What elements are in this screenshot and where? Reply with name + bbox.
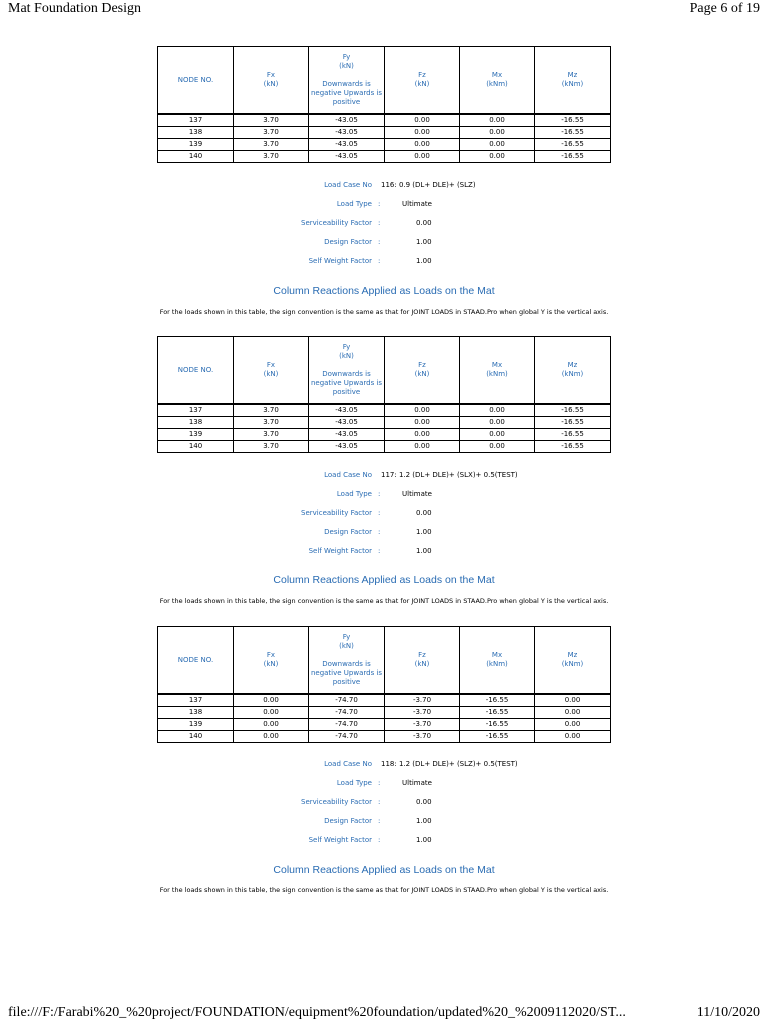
separator-colon: : [378,779,381,787]
load-case-no-label: Load Case No [324,181,372,189]
table-cell: 0.00 [385,151,460,163]
table-cell: 0.00 [234,731,309,743]
section-title: Column Reactions Applied as Loads on the Mat [273,864,495,876]
table-row [158,694,611,707]
load-type-label: Load Type [336,779,372,787]
table-cell: 3.70 [234,441,309,453]
section-note: For the loads shown in this table, the sign convention is the same as that for JOINT LOADS in STAAD.Pro when global Y is the vertical axis. [159,308,609,316]
table-row [158,127,611,139]
table-cell: -74.70 [309,719,385,731]
table-cell: 3.70 [234,429,309,441]
self-weight-factor-label: Self Weight Factor [308,836,372,844]
table-row [158,429,611,441]
table-cell: 0.00 [460,114,535,127]
table-cell: 139 [158,719,234,731]
table-cell: 0.00 [535,719,611,731]
load-type-value: Ultimate [402,200,432,208]
table-cell: 3.70 [234,417,309,429]
separator-colon: : [378,509,381,517]
table-cell: 0.00 [460,429,535,441]
col-mz: Mz (kNm) [535,337,611,405]
table-row [158,719,611,731]
table-cell: -43.05 [309,139,385,151]
separator-colon: : [378,219,381,227]
load-type-value: Ultimate [402,779,432,787]
table-cell: 0.00 [234,719,309,731]
table-cell: 140 [158,441,234,453]
self-weight-factor-value: 1.00 [416,257,432,265]
reactions-table-3 [157,626,611,743]
table-row [158,139,611,151]
document-title: Mat Foundation Design [8,1,141,16]
load-case-no-label: Load Case No [324,760,372,768]
table-header-row [158,627,611,695]
table-cell: -43.05 [309,441,385,453]
table-cell: 0.00 [385,417,460,429]
table-cell: -43.05 [309,429,385,441]
table-cell: -43.05 [309,404,385,417]
table-cell: -16.55 [460,707,535,719]
design-factor-label: Design Factor [324,238,372,246]
table-row [158,404,611,417]
col-fz: Fz (kN) [385,47,460,115]
table-cell: 138 [158,127,234,139]
table-cell: -16.55 [535,441,611,453]
self-weight-factor-label: Self Weight Factor [308,257,372,265]
table-cell: -74.70 [309,731,385,743]
table-cell: 3.70 [234,127,309,139]
design-factor-value: 1.00 [416,238,432,246]
table-cell: -16.55 [535,417,611,429]
serviceability-factor-label: Serviceability Factor [301,219,372,227]
table-row [158,707,611,719]
table-header-row [158,47,611,115]
separator-colon: : [378,200,381,208]
table-cell: 138 [158,707,234,719]
table-cell: -3.70 [385,719,460,731]
table-cell: 0.00 [460,441,535,453]
table-cell: 0.00 [234,707,309,719]
table-cell: 0.00 [234,694,309,707]
separator-colon: : [378,490,381,498]
reactions-table-1 [157,46,611,163]
table-cell: -43.05 [309,127,385,139]
table-cell: -16.55 [460,731,535,743]
table-cell: 0.00 [385,429,460,441]
table-cell: -43.05 [309,151,385,163]
separator-colon: : [378,257,381,265]
col-node: NODE NO. [158,627,234,695]
load-type-value: Ultimate [402,490,432,498]
col-mz: Mz (kNm) [535,627,611,695]
table-cell: 138 [158,417,234,429]
serviceability-factor-label: Serviceability Factor [301,798,372,806]
separator-colon: : [378,817,381,825]
load-case-no-label: Load Case No [324,471,372,479]
load-case-no-value: 116: 0.9 (DL+ DLE)+ (SLZ) [381,181,476,189]
col-fx: Fx (kN) [234,47,309,115]
section-note: For the loads shown in this table, the sign convention is the same as that for JOINT LOADS in STAAD.Pro when global Y is the vertical axis. [159,886,609,894]
separator-colon: : [378,836,381,844]
separator-colon: : [378,547,381,555]
design-factor-value: 1.00 [416,817,432,825]
reactions-table-2 [157,336,611,453]
table-cell: 3.70 [234,404,309,417]
page-header [0,0,768,20]
table-cell: 139 [158,139,234,151]
table-cell: 0.00 [385,441,460,453]
section-note: For the loads shown in this table, the sign convention is the same as that for JOINT LOADS in STAAD.Pro when global Y is the vertical axis. [159,597,609,605]
col-mx: Mx (kNm) [460,47,535,115]
table-cell: 0.00 [385,127,460,139]
table-cell: 0.00 [460,139,535,151]
table-cell: 0.00 [535,694,611,707]
table-row [158,731,611,743]
section-title: Column Reactions Applied as Loads on the Mat [273,574,495,586]
table-cell: 3.70 [234,139,309,151]
table-row [158,417,611,429]
page-number: Page 6 of 19 [689,1,760,16]
file-path: file:///F:/Farabi%20_%20project/FOUNDATION/equipment%20foundation/updated%20_%2009112020/ST... [8,1005,626,1020]
table-cell: -16.55 [535,429,611,441]
print-date: 11/10/2020 [696,1005,760,1020]
table-row [158,441,611,453]
table-cell: 0.00 [385,139,460,151]
design-factor-label: Design Factor [324,817,372,825]
table-cell: 0.00 [385,404,460,417]
table-cell: -74.70 [309,707,385,719]
col-fy: Fy (kN) Downwards is negative Upwards is positive [309,627,385,695]
serviceability-factor-value: 0.00 [416,509,432,517]
table-row [158,114,611,127]
serviceability-factor-value: 0.00 [416,219,432,227]
col-fx: Fx (kN) [234,627,309,695]
load-type-label: Load Type [336,200,372,208]
col-node: NODE NO. [158,47,234,115]
col-fz: Fz (kN) [385,337,460,405]
table-cell: 0.00 [460,417,535,429]
table-cell: 137 [158,404,234,417]
serviceability-factor-label: Serviceability Factor [301,509,372,517]
page-footer [0,1004,768,1024]
table-cell: 0.00 [385,114,460,127]
table-cell: -74.70 [309,694,385,707]
col-node: NODE NO. [158,337,234,405]
self-weight-factor-label: Self Weight Factor [308,547,372,555]
self-weight-factor-value: 1.00 [416,836,432,844]
table-cell: 139 [158,429,234,441]
table-cell: -16.55 [460,694,535,707]
table-cell: -3.70 [385,707,460,719]
section-title: Column Reactions Applied as Loads on the Mat [273,285,495,297]
col-fx: Fx (kN) [234,337,309,405]
table-cell: 140 [158,151,234,163]
col-mx: Mx (kNm) [460,337,535,405]
col-fz: Fz (kN) [385,627,460,695]
table-cell: 3.70 [234,151,309,163]
separator-colon: : [378,798,381,806]
table-cell: 137 [158,114,234,127]
table-cell: -16.55 [535,114,611,127]
serviceability-factor-value: 0.00 [416,798,432,806]
table-cell: -16.55 [535,127,611,139]
load-case-no-value: 117: 1.2 (DL+ DLE)+ (SLX)+ 0.5(TEST) [381,471,518,479]
table-cell: 137 [158,694,234,707]
col-fy: Fy (kN) Downwards is negative Upwards is positive [309,337,385,405]
col-mx: Mx (kNm) [460,627,535,695]
load-type-label: Load Type [336,490,372,498]
separator-colon: : [378,528,381,536]
table-cell: -43.05 [309,417,385,429]
col-fy: Fy (kN) Downwards is negative Upwards is positive [309,47,385,115]
table-cell: -16.55 [535,151,611,163]
load-case-no-value: 118: 1.2 (DL+ DLE)+ (SLZ)+ 0.5(TEST) [381,760,518,768]
table-cell: -3.70 [385,731,460,743]
table-cell: 0.00 [460,404,535,417]
design-factor-value: 1.00 [416,528,432,536]
self-weight-factor-value: 1.00 [416,547,432,555]
table-header-row [158,337,611,405]
separator-colon: : [378,238,381,246]
table-cell: 0.00 [460,127,535,139]
table-cell: -16.55 [535,404,611,417]
table-cell: -16.55 [535,139,611,151]
table-cell: -16.55 [460,719,535,731]
table-cell: 3.70 [234,114,309,127]
table-row [158,151,611,163]
table-cell: 0.00 [535,731,611,743]
col-mz: Mz (kNm) [535,47,611,115]
design-factor-label: Design Factor [324,528,372,536]
table-cell: -3.70 [385,694,460,707]
table-cell: 0.00 [460,151,535,163]
table-cell: 0.00 [535,707,611,719]
table-cell: -43.05 [309,114,385,127]
table-cell: 140 [158,731,234,743]
